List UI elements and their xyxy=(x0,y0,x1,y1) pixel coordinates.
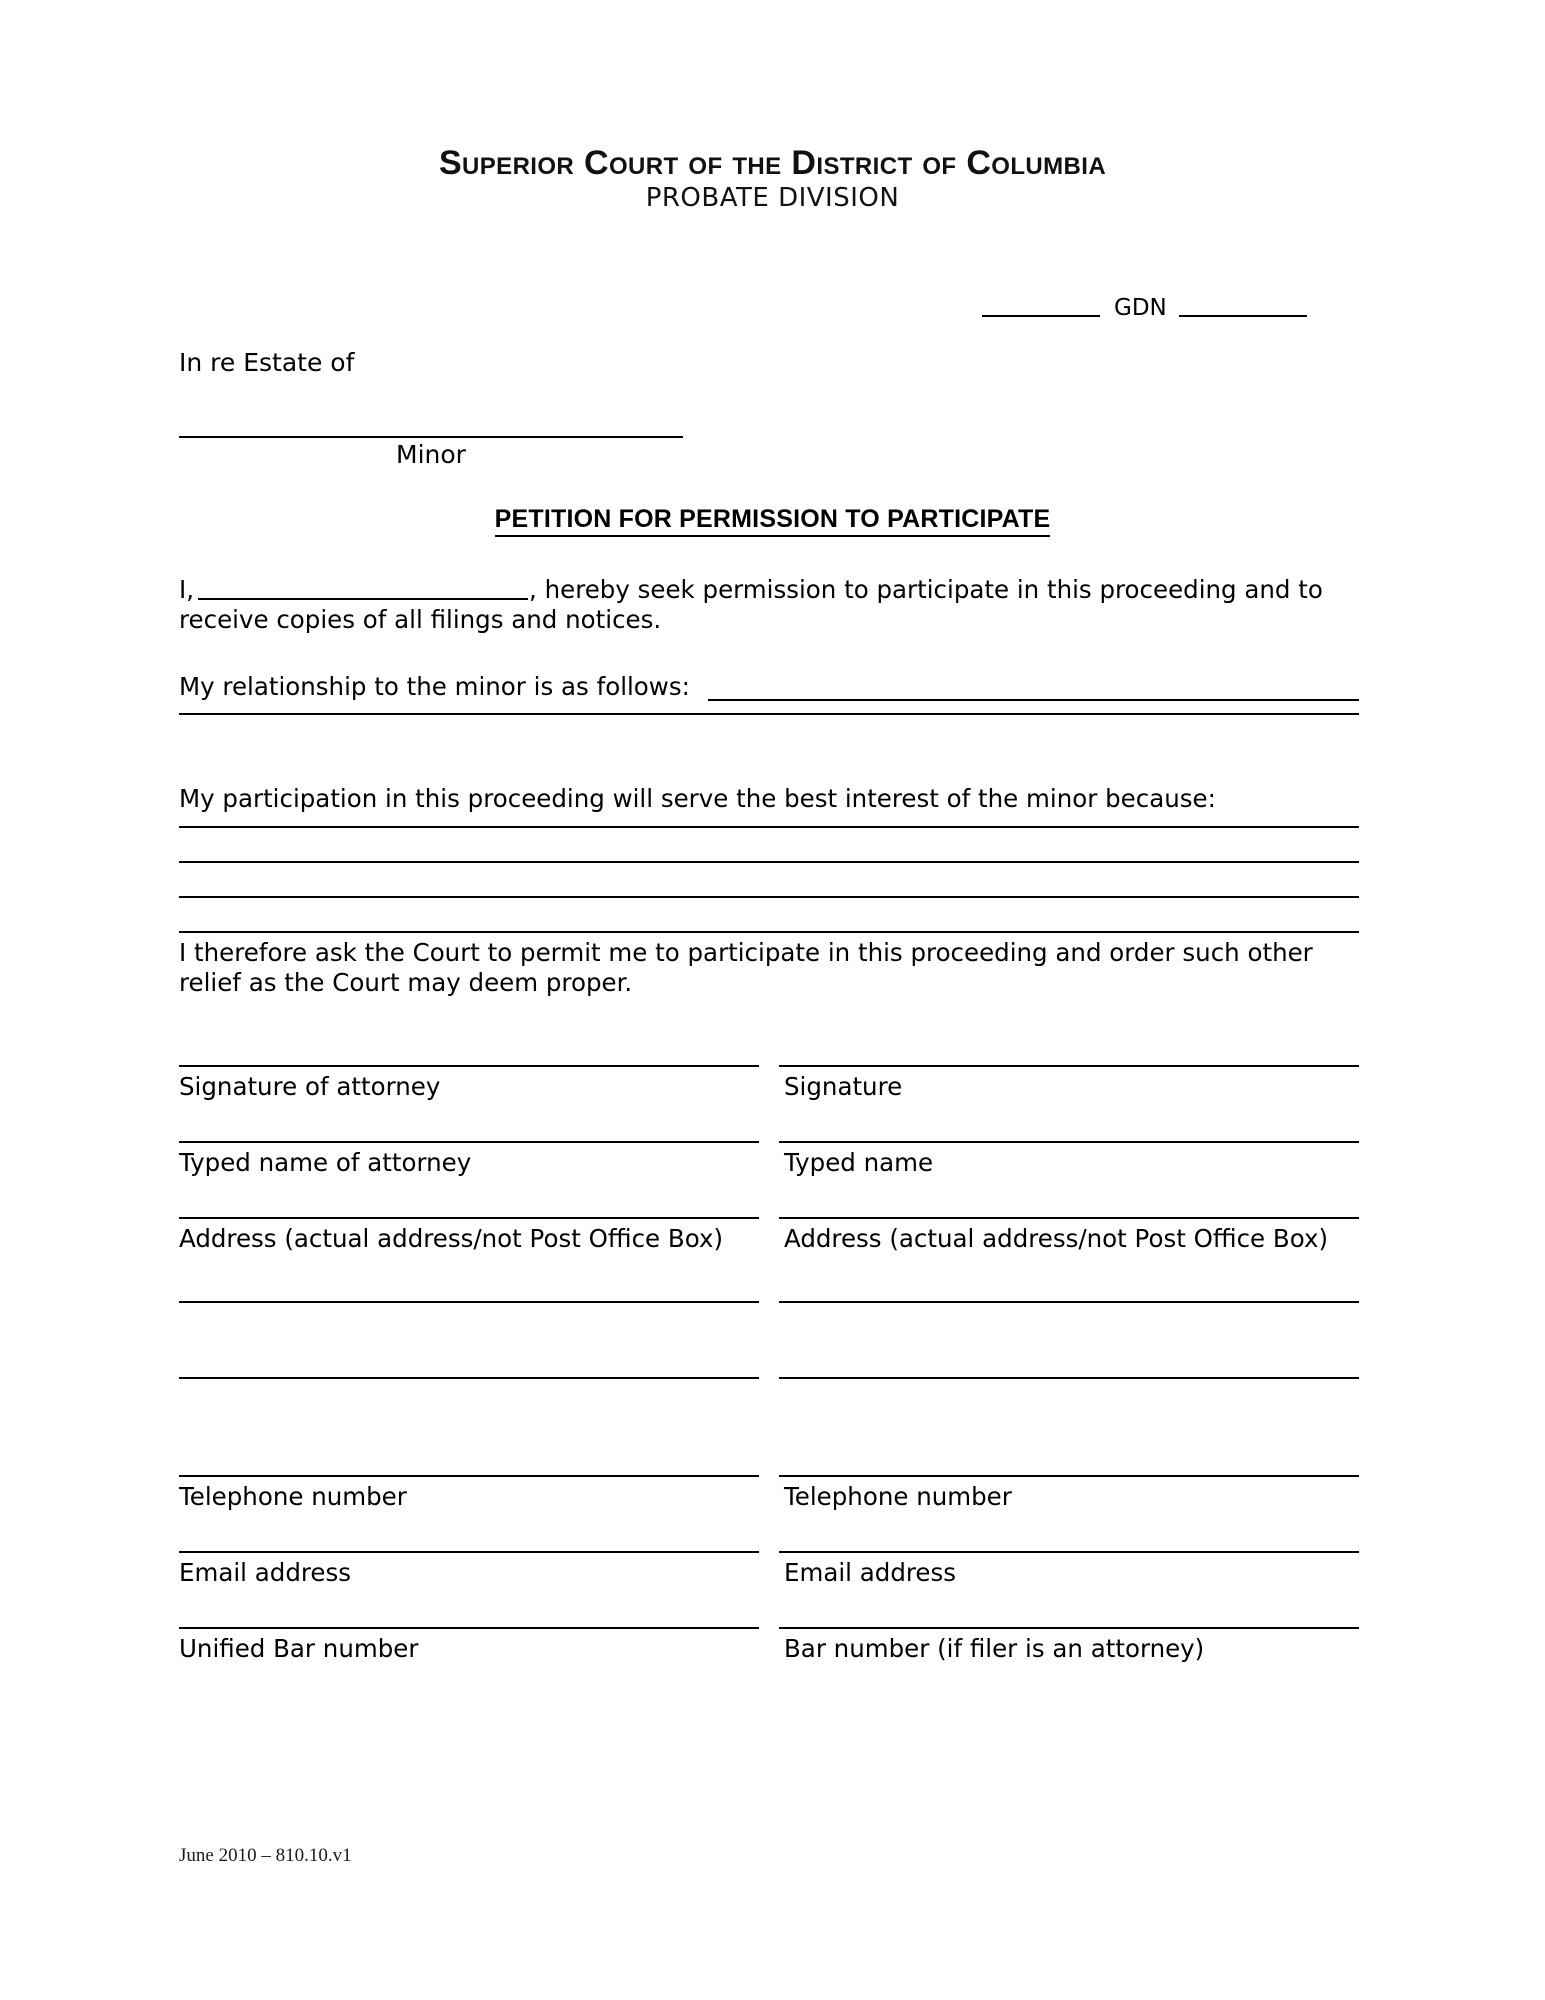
typed-name-row xyxy=(179,1141,1359,1177)
filer-address-field-2[interactable] xyxy=(779,1301,1359,1303)
email-row xyxy=(179,1551,1359,1587)
filer-bar-number-cell xyxy=(779,1627,1359,1663)
attorney-email-label: Email address xyxy=(179,1558,352,1587)
case-number-prefix-field[interactable] xyxy=(982,298,1100,317)
row-spacer xyxy=(179,1587,1359,1627)
filer-typed-name-cell xyxy=(779,1141,1359,1177)
signature-row xyxy=(179,1065,1359,1101)
attorney-address-label: Address (actual address/not Post Office Box) xyxy=(179,1224,724,1253)
relationship-field-line-1[interactable] xyxy=(708,679,1359,701)
case-number-suffix-field[interactable] xyxy=(1179,298,1307,317)
attorney-signature-label: Signature of attorney xyxy=(179,1072,441,1101)
petitioner-name-field[interactable] xyxy=(198,579,528,600)
attorney-address-field-2[interactable] xyxy=(179,1301,759,1303)
attorney-address-field-3[interactable] xyxy=(179,1377,759,1379)
case-number-label: GDN xyxy=(1114,295,1167,321)
signature-block xyxy=(179,1065,1359,1663)
court-title: Superior Court of the District of Columbia xyxy=(438,144,1107,182)
row-spacer xyxy=(179,1379,1359,1475)
filer-address-label: Address (actual address/not Post Office Box) xyxy=(784,1224,1329,1253)
attorney-bar-number-cell xyxy=(179,1627,759,1663)
row-spacer xyxy=(179,1101,1359,1141)
relationship-row xyxy=(179,672,1359,701)
intro-paragraph xyxy=(179,575,1359,635)
closing-paragraph: I therefore ask the Court to permit me to participate in this proceeding and order such other relief as the Court may deem proper. xyxy=(179,938,1313,997)
best-interest-line-4[interactable] xyxy=(179,931,1359,933)
in-re-estate-label: In re Estate of xyxy=(179,348,355,377)
attorney-telephone-label: Telephone number xyxy=(179,1482,407,1511)
filer-telephone-cell xyxy=(779,1475,1359,1511)
filer-bar-number-label: Bar number (if filer is an attorney) xyxy=(784,1634,1205,1663)
form-version-footer: June 2010 – 810.10.v1 xyxy=(179,1845,352,1866)
division-subtitle: PROBATE DIVISION xyxy=(645,183,900,213)
party-type-label: Minor xyxy=(396,440,466,469)
best-interest-line-1[interactable] xyxy=(179,826,1359,828)
attorney-telephone-cell xyxy=(179,1475,759,1511)
row-spacer xyxy=(179,1253,1359,1301)
bar-number-row xyxy=(179,1627,1359,1663)
row-spacer xyxy=(179,1511,1359,1551)
attorney-typed-name-cell xyxy=(179,1141,759,1177)
attorney-address-cell-3 xyxy=(179,1377,759,1379)
relationship-field-line-2[interactable] xyxy=(179,713,1359,715)
attorney-email-cell xyxy=(179,1551,759,1587)
row-spacer xyxy=(179,1177,1359,1217)
attorney-address-cell xyxy=(179,1217,759,1253)
relationship-prompt: My relationship to the minor is as follows: xyxy=(179,672,690,701)
address-row xyxy=(179,1217,1359,1253)
best-interest-line-2[interactable] xyxy=(179,861,1359,863)
filer-address-cell-3 xyxy=(779,1377,1359,1379)
filer-signature-label: Signature xyxy=(784,1072,903,1101)
filer-email-cell xyxy=(779,1551,1359,1587)
telephone-row xyxy=(179,1475,1359,1511)
filer-telephone-label: Telephone number xyxy=(784,1482,1012,1511)
attorney-typed-name-label: Typed name of attorney xyxy=(179,1148,472,1177)
row-spacer xyxy=(179,1303,1359,1377)
estate-name-field[interactable] xyxy=(179,436,683,438)
case-number-row xyxy=(982,294,1362,321)
best-interest-prompt: My participation in this proceeding will serve the best interest of the minor because: xyxy=(179,784,1216,813)
petition-heading-text: PETITION FOR PERMISSION TO PARTICIPATE xyxy=(495,505,1051,537)
filer-address-field-3[interactable] xyxy=(779,1377,1359,1379)
filer-signature-cell xyxy=(779,1065,1359,1101)
petition-heading xyxy=(0,505,1545,534)
attorney-signature-cell xyxy=(179,1065,759,1101)
attorney-address-cell-2 xyxy=(179,1301,759,1303)
best-interest-line-3[interactable] xyxy=(179,896,1359,898)
attorney-bar-number-label: Unified Bar number xyxy=(179,1634,419,1663)
filer-address-cell xyxy=(779,1217,1359,1253)
filer-address-cell-2 xyxy=(779,1301,1359,1303)
filer-typed-name-label: Typed name xyxy=(784,1148,934,1177)
intro-suffix-text: , hereby seek permission to participate in this proceeding and to receive copies of all filings and notices. xyxy=(179,575,1323,634)
intro-prefix-text: I, xyxy=(179,575,195,604)
filer-email-label: Email address xyxy=(784,1558,957,1587)
